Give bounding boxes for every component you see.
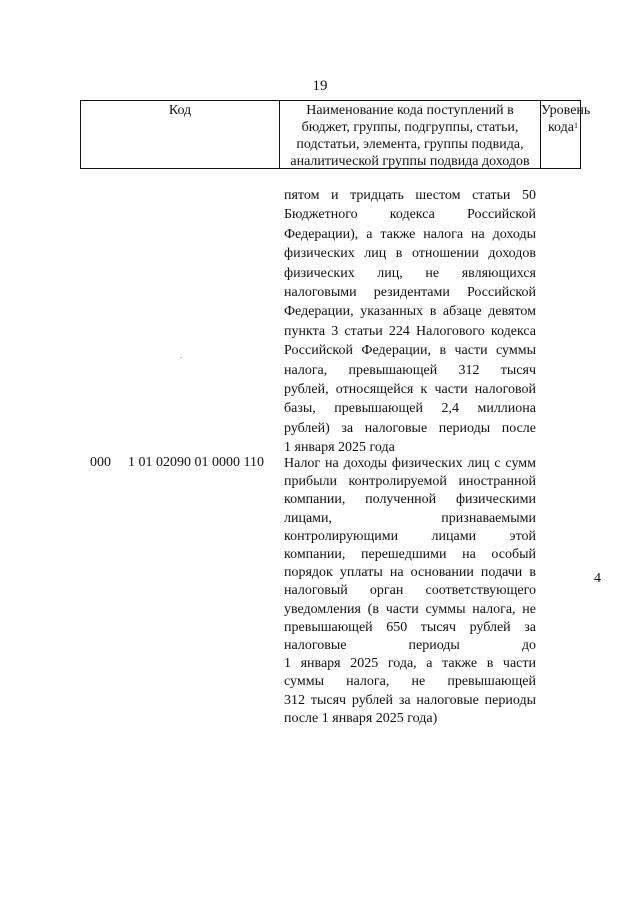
text-line: Российской Федерации, в части суммы — [284, 343, 536, 359]
text-line: уведомления (в части суммы налога, не — [284, 601, 536, 617]
header-level-label: Уровень — [541, 103, 591, 118]
text-line: Федерации), а также налога на доходы — [284, 226, 536, 242]
header-name-line: бюджет, группы, подгруппы, статьи, — [301, 120, 519, 135]
text-line: налога, превышающей 312 тысяч — [284, 362, 536, 378]
header-name-line: подстатьи, элемента, группы подвида, — [296, 137, 524, 152]
text-line: лицами, признаваемыми — [284, 510, 536, 526]
header-level-label-2: кода$^1$ — [547, 120, 578, 135]
text-line: Бюджетного кодекса Российской — [284, 207, 536, 223]
kbk-code: 1 01 02090 01 0000 110 — [128, 455, 264, 470]
admin-code: 000 — [90, 455, 111, 470]
text-line: рублей) за налоговые периоды после — [284, 420, 536, 436]
header-code-label: Код — [168, 103, 192, 118]
level-value: 4 — [594, 571, 601, 586]
text-line: рублей, относящейся к части налоговой — [284, 382, 536, 398]
text-line: порядок уплаты на основании подачи в — [284, 565, 536, 581]
text-line: физических лиц в отношении доходов — [284, 246, 536, 262]
text-line: базы, превышающей 2,4 миллиона — [284, 401, 536, 417]
header-name-line: аналитической группы подвида доходов — [290, 154, 530, 169]
continuation-text — [284, 186, 536, 458]
text-line: пункта 3 статьи 224 Налогового кодекса — [284, 323, 536, 339]
header-name-line: Наименование кода поступлений в — [306, 103, 514, 118]
header-code-column — [81, 101, 280, 168]
header-name-column — [280, 101, 541, 168]
text-line: компании, полученной физическими — [284, 492, 536, 508]
text-line: 1 января 2025 года, а также в части — [284, 656, 536, 672]
text-line: прибыли контролируемой иностранной — [284, 474, 536, 490]
text-line: налоговыми резидентами Российской — [284, 285, 536, 301]
text-line: суммы налога, не превышающей — [284, 674, 536, 690]
table-header — [80, 100, 591, 169]
text-line: физических лиц, не являющихся — [284, 265, 536, 281]
text-line: 312 тысяч рублей за налоговые периоды — [284, 692, 536, 708]
header-level-column — [541, 101, 591, 168]
text-line: налоговые периоды до — [284, 638, 536, 654]
row-name-text — [284, 455, 536, 728]
page-number: 19 — [312, 78, 328, 94]
text-line: превышающей 650 тысяч рублей за — [284, 619, 536, 635]
text-line: контролирующими лицами этой — [284, 528, 536, 544]
footnote-marker: 1 — [574, 121, 578, 130]
text-line: компании, перешедшими на особый — [284, 547, 536, 563]
text-line: Федерации, указанных в абзаце девятом — [284, 304, 536, 320]
text-line: налоговый орган соответствующего — [284, 583, 536, 599]
text-line: после 1 января 2025 года) — [284, 710, 438, 726]
scan-speck — [180, 357, 182, 358]
text-line: 1 января 2025 года — [284, 440, 395, 456]
text-line: Налог на доходы физических лиц с сумм — [284, 456, 536, 471]
text-line: пятом и тридцать шестом статьи 50 — [284, 188, 536, 203]
